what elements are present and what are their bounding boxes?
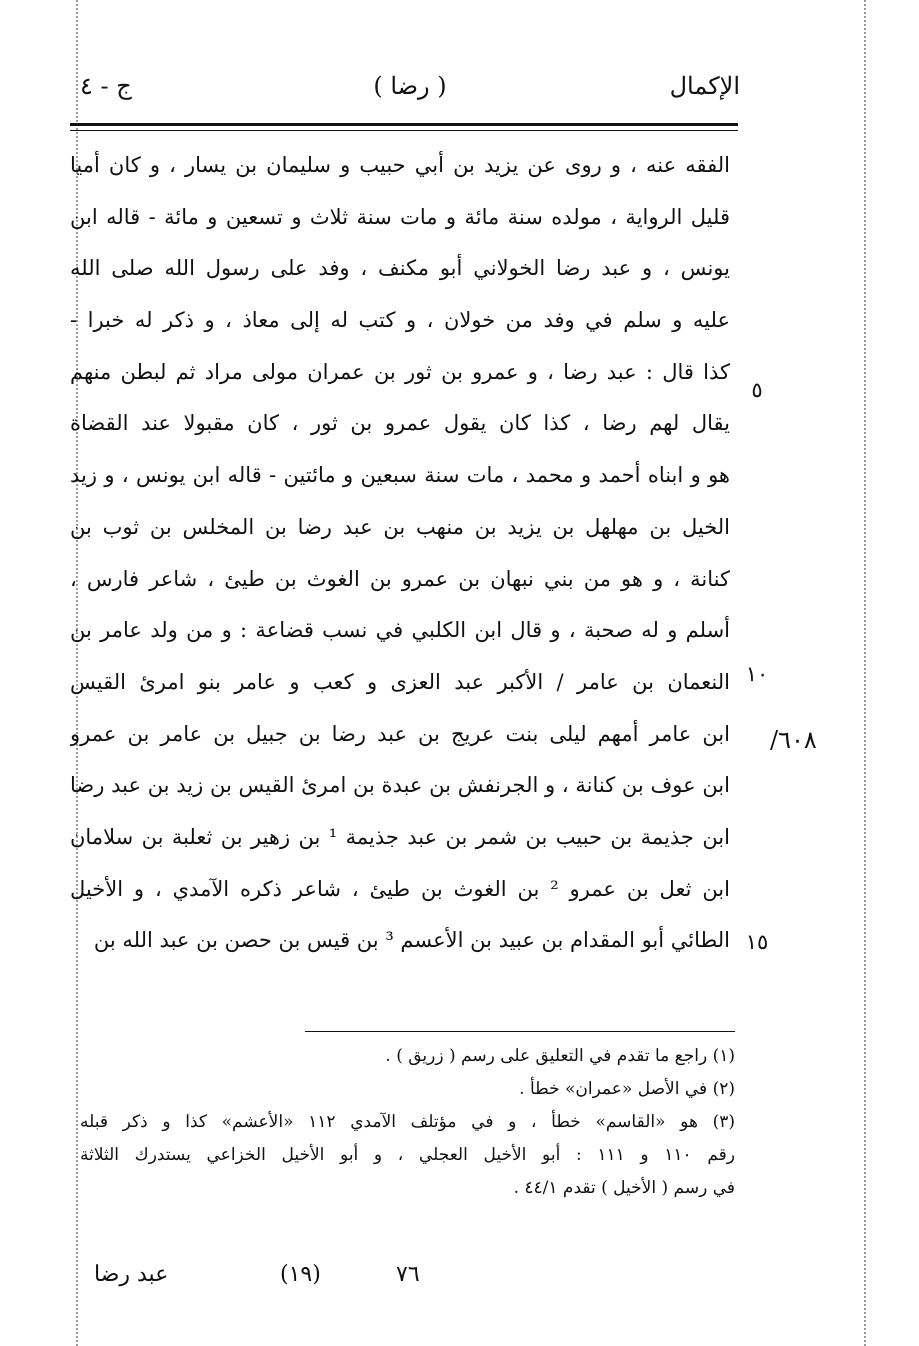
footnote-3: (٣) هو «القاسم» خطأ ، و في مؤتلف الآمدي ١١٢ «الأعشم» كذا و ذكر قبله bbox=[80, 1112, 735, 1132]
body-line: الفقه عنه ، و روى عن يزيد بن أبي حبيب و سليمان بن يسار ، و كان أميا bbox=[70, 153, 730, 177]
header-rule-thick bbox=[70, 123, 738, 126]
body-line: النعمان بن عامر / الأكبر عبد العزى و كعب و عامر بنو امرئ القيس bbox=[70, 669, 730, 694]
body-line: أسلم و له صحبة ، و قال ابن الكلبي في نسب قضاعة : و من ولد عامر بن bbox=[70, 618, 730, 643]
book-title: الإكمال bbox=[669, 72, 740, 100]
body-line: يونس ، و عبد رضا الخولاني أبو مكنف ، وفد على رسول الله صلى الله bbox=[70, 256, 730, 281]
section-heading: ( رضا ) bbox=[373, 72, 447, 100]
line-number-5: ٥ bbox=[751, 378, 763, 402]
catchword: عبد رضا bbox=[94, 1262, 169, 1287]
line-number-15: ١٥ bbox=[745, 930, 769, 954]
body-line: عليه و سلم في وفد من خولان ، و كتب له إلى معاذ ، و ذكر له خبرا - bbox=[70, 308, 730, 333]
line-number-10: ١٠ bbox=[745, 662, 769, 686]
footnote-3-continued: رقم ١١٠ و ١١١ : أبو الأخيل العجلي ، و أبو الأخيل الخزاعي يستدرك الثلاثة bbox=[80, 1145, 735, 1165]
footnote-2: (٢) في الأصل «عمران» خطأ . bbox=[519, 1079, 735, 1099]
body-line: ابن جذيمة بن حبيب بن شمر بن عبد جذيمة ¹ بن زهير بن ثعلبة بن سلامان bbox=[70, 824, 730, 849]
body-text bbox=[70, 140, 730, 967]
body-line: ابن عامر أمهم ليلى بنت عريج بن عبد رضا بن جبيل بن عامر بن عمرو bbox=[70, 721, 730, 746]
page-header bbox=[80, 72, 740, 112]
body-line: قليل الرواية ، مولده سنة مائة و مات سنة ثلاث و تسعين و مائة - قاله ابن bbox=[70, 204, 730, 229]
footnote-3-end: في رسم ( الأخيل ) تقدم ٤٤/١ . bbox=[513, 1178, 735, 1198]
body-line: هو و ابناه أحمد و محمد ، مات سنة سبعين و مائتين - قاله ابن يونس ، و زيد bbox=[70, 463, 730, 488]
header-rule-thin bbox=[70, 130, 738, 131]
footnotes bbox=[80, 1040, 735, 1205]
body-line: الخيل بن مهلهل بن يزيد بن منهب بن عبد رضا بن المخلس بن ثوب بن bbox=[70, 514, 730, 539]
footnote-1: (١) راجع ما تقدم في التعليق على رسم ( زريق ) . bbox=[385, 1046, 735, 1066]
margin-page-reference: ٦٠٨/ bbox=[770, 726, 817, 754]
page-number: ٧٦ bbox=[396, 1262, 420, 1287]
signature-mark: (١٩) bbox=[280, 1262, 321, 1287]
body-line: كنانة ، و هو من بني نبهان بن عمرو بن الغوث بن طيئ ، شاعر فارس ، bbox=[70, 566, 730, 591]
body-line: ابن عوف بن كنانة ، و الجرنفش بن عبدة بن امرئ القيس بن زيد بن عبد رضا bbox=[70, 773, 730, 798]
body-line: ابن ثعل بن عمرو ² بن الغوث بن طيئ ، شاعر ذكره الآمدي ، و الأخيل bbox=[70, 876, 730, 901]
scan-dotted-edge-right bbox=[864, 0, 866, 1346]
body-line: كذا قال : عبد رضا ، و عمرو بن ثور بن عمران مولى مراد ثم لبطن منهم bbox=[70, 359, 730, 384]
body-line: الطائي أبو المقدام بن عبيد بن الأعسم ³ بن قيس بن حصن بن عبد الله بن bbox=[93, 928, 730, 953]
page-footer bbox=[80, 1262, 740, 1292]
volume-label: ج - ٤ bbox=[80, 72, 132, 100]
body-line: يقال لهم رضا ، كذا كان يقول عمرو بن ثور ، كان مقبولا عند القضاة bbox=[70, 411, 730, 436]
footnote-rule bbox=[305, 1031, 735, 1032]
